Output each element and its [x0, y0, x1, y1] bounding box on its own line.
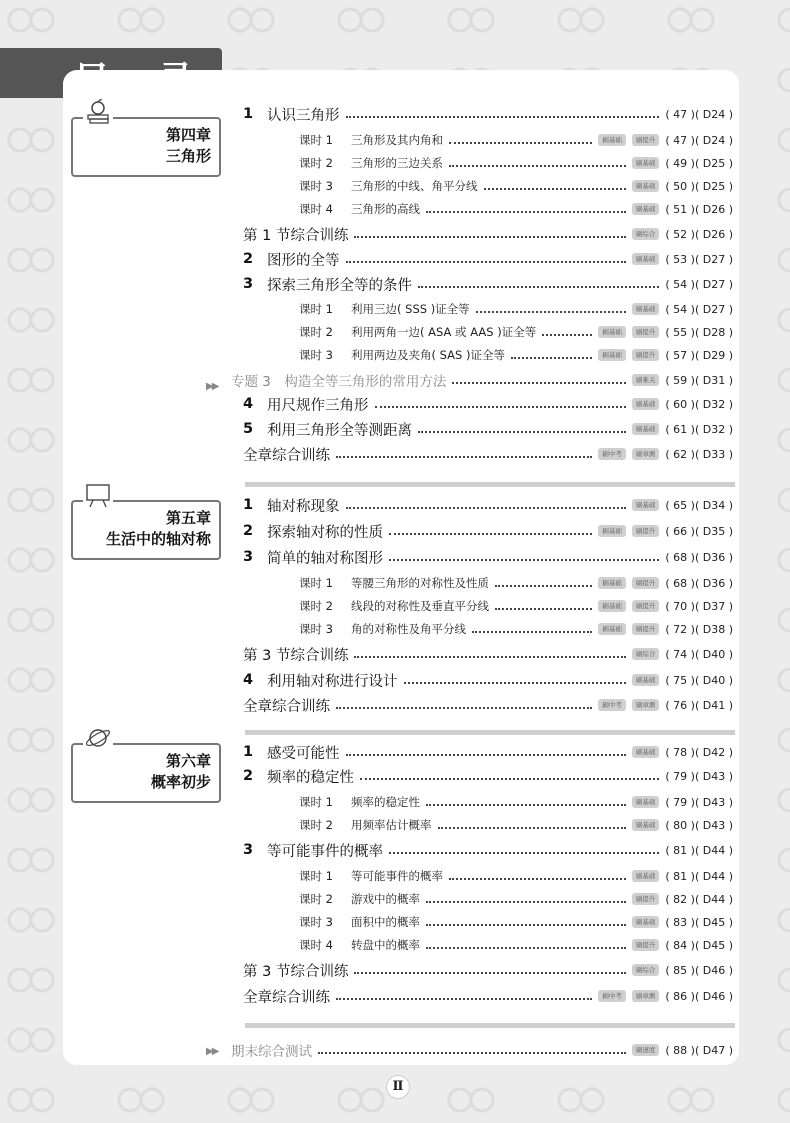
page-reference: ( 49 )( D25 ) [665, 156, 733, 170]
entry-number: 1 [243, 497, 254, 513]
leader-dots [449, 136, 592, 144]
lesson-number: 课时 3 [299, 179, 333, 193]
entry-number: 2 [243, 768, 254, 784]
page-reference: ( 82 )( D44 ) [665, 892, 733, 906]
entry-number: 1 [243, 106, 254, 122]
leader-dots [426, 798, 626, 806]
practice-tag: 刷提升 [632, 623, 660, 635]
tag-group [632, 939, 660, 951]
tag-group [632, 253, 660, 265]
leader-dots [389, 527, 592, 535]
practice-tag: 刷基础 [632, 180, 660, 192]
page-reference: ( 50 )( D25 ) [665, 179, 733, 193]
page-reference: ( 81 )( D44 ) [665, 869, 733, 883]
entry-title: 全章综合训练 [243, 447, 330, 464]
practice-tag: 刷速度 [632, 1044, 660, 1056]
entry-title: 探索轴对称的性质 [267, 524, 383, 541]
practice-tag: 刷基础 [632, 819, 660, 831]
practice-tag: 刷基础 [632, 398, 660, 410]
toc-entry[interactable] [243, 345, 733, 365]
leader-dots [418, 280, 659, 288]
tag-group [632, 870, 660, 882]
practice-tag: 刷基础 [632, 253, 660, 265]
practice-tag: 刷基础 [632, 746, 660, 758]
practice-tag: 刷基础 [598, 349, 626, 361]
practice-tag: 刷基础 [632, 423, 660, 435]
tag-group [632, 796, 660, 808]
page-number: Ⅱ [386, 1075, 410, 1099]
leader-dots [418, 425, 626, 433]
entry-title: 利用两角一边( ASA 或 AAS )证全等 [351, 325, 537, 339]
toc-entry[interactable] [243, 199, 733, 219]
chapter-title: 第六章 概率初步 [150, 752, 211, 791]
toc-entry[interactable] [243, 130, 733, 150]
tag-group [632, 1044, 660, 1056]
entry-title: 轴对称现象 [267, 498, 340, 515]
arrow-icon: ▶▶ [206, 381, 218, 392]
entry-title: 用频率估计概率 [351, 818, 432, 832]
tag-group [632, 374, 660, 386]
tag-group [632, 303, 660, 315]
lesson-number: 课时 2 [299, 599, 333, 613]
tag-group [598, 134, 659, 146]
leader-dots [449, 872, 626, 880]
tag-group [598, 600, 659, 612]
toc-entry[interactable] [243, 840, 733, 860]
practice-tag: 刷提升 [632, 893, 660, 905]
tag-group [632, 746, 660, 758]
lesson-number: 课时 4 [299, 202, 333, 216]
toc-entry[interactable] [243, 547, 733, 567]
page-reference: ( 72 )( D38 ) [665, 622, 733, 636]
lesson-number: 课时 1 [299, 576, 333, 590]
toc-entry[interactable] [243, 792, 733, 812]
page-reference: ( 54 )( D27 ) [665, 277, 733, 291]
leader-dots [511, 351, 592, 359]
entry-number: 4 [243, 396, 254, 412]
practice-tag: 刷提升 [632, 134, 660, 146]
leader-dots [426, 918, 626, 926]
practice-tag: 刷综合 [632, 964, 660, 976]
page-reference: ( 78 )( D42 ) [665, 745, 733, 759]
toc-entry[interactable] [243, 495, 733, 515]
page-reference: ( 70 )( D37 ) [665, 599, 733, 613]
entry-title: 探索三角形全等的条件 [267, 277, 412, 294]
apple-on-books-icon [83, 97, 113, 127]
lesson-number: 课时 1 [299, 795, 333, 809]
leader-dots [336, 450, 592, 458]
toc-entry[interactable] [243, 596, 733, 616]
entry-title: 三角形及其内角和 [351, 133, 443, 147]
leader-dots [389, 846, 659, 854]
practice-tag: 刷基础 [598, 600, 626, 612]
practice-tag: 刷中考 [598, 990, 626, 1002]
tag-group [632, 499, 660, 511]
page-reference: ( 66 )( D35 ) [665, 524, 733, 538]
toc-entry[interactable] [243, 960, 733, 980]
lesson-number: 课时 1 [299, 302, 333, 316]
leader-dots [346, 255, 626, 263]
page-reference: ( 85 )( D46 ) [665, 963, 733, 977]
practice-tag: 刷基础 [632, 870, 660, 882]
tag-group [598, 577, 659, 589]
lesson-number: 课时 2 [299, 325, 333, 339]
toc-entry[interactable] [243, 889, 733, 909]
tag-group [632, 674, 660, 686]
page-reference: ( 47 )( D24 ) [665, 107, 733, 121]
toc-entry[interactable] [243, 742, 733, 762]
practice-tag: 刷综合 [632, 228, 660, 240]
entry-title: 专题 3 构造全等三角形的常用方法 [231, 374, 447, 390]
entry-title: 图形的全等 [267, 252, 340, 269]
entry-title: 线段的对称性及垂直平分线 [351, 599, 489, 613]
toc-panel [63, 70, 739, 1065]
entry-title: 全章综合训练 [243, 989, 330, 1006]
entry-title: 三角形的高线 [351, 202, 420, 216]
entry-title: 感受可能性 [267, 745, 340, 762]
toc-entry[interactable] [231, 370, 733, 390]
chapter-title: 第五章 生活中的轴对称 [105, 509, 211, 548]
page-reference: ( 74 )( D40 ) [665, 647, 733, 661]
tag-group [632, 916, 660, 928]
entry-title: 三角形的中线、角平分线 [351, 179, 478, 193]
page-reference: ( 68 )( D36 ) [665, 550, 733, 564]
tag-group [632, 423, 660, 435]
entry-title: 认识三角形 [267, 107, 340, 124]
toc-entry[interactable] [243, 619, 733, 639]
leader-dots [476, 305, 626, 313]
leader-dots [346, 501, 626, 509]
entry-title: 游戏中的概率 [351, 892, 420, 906]
page-reference: ( 57 )( D29 ) [665, 348, 733, 362]
practice-tag: 刷章测 [632, 699, 660, 711]
tag-group [632, 203, 660, 215]
practice-tag: 刷基础 [632, 157, 660, 169]
page-reference: ( 79 )( D43 ) [665, 795, 733, 809]
entry-number: 3 [243, 276, 254, 292]
entry-title: 利用两边及夹角( SAS )证全等 [351, 348, 505, 362]
toc-entry[interactable] [243, 866, 733, 886]
entry-number: 1 [243, 744, 254, 760]
entry-title: 频率的稳定性 [351, 795, 420, 809]
page-reference: ( 83 )( D45 ) [665, 915, 733, 929]
toc-entry[interactable] [243, 695, 733, 715]
practice-tag: 刷难关 [632, 374, 660, 386]
tag-group [598, 990, 659, 1002]
page-reference: ( 79 )( D43 ) [665, 769, 733, 783]
leader-dots [336, 701, 592, 709]
entry-number: 2 [243, 251, 254, 267]
entry-title: 第 3 节综合训练 [243, 963, 349, 980]
page-reference: ( 84 )( D45 ) [665, 938, 733, 952]
toc-entry[interactable] [243, 176, 733, 196]
entry-title: 等腰三角形的对称性及性质 [351, 576, 489, 590]
leader-dots [542, 328, 592, 336]
practice-tag: 刷中考 [598, 448, 626, 460]
entry-number: 4 [243, 672, 254, 688]
leader-dots [360, 772, 659, 780]
entry-title: 期末综合测试 [231, 1044, 312, 1060]
entry-title: 利用轴对称进行设计 [267, 673, 398, 690]
chapter-title: 第四章 三角形 [165, 126, 211, 165]
page-reference: ( 60 )( D32 ) [665, 397, 733, 411]
toc-entry[interactable] [243, 394, 733, 414]
leader-dots [354, 230, 625, 238]
toc-entry[interactable] [243, 153, 733, 173]
practice-tag: 刷基础 [598, 134, 626, 146]
leader-dots [495, 579, 592, 587]
toc-entry[interactable] [243, 766, 733, 786]
tag-group [598, 699, 659, 711]
practice-tag: 刷提升 [632, 349, 660, 361]
entry-title: 等可能事件的概率 [351, 869, 443, 883]
leader-dots [449, 159, 626, 167]
page-reference: ( 88 )( D47 ) [665, 1043, 733, 1057]
toc-entry[interactable] [243, 299, 733, 319]
leader-dots [336, 992, 592, 1000]
chapter-separator [245, 1023, 735, 1028]
lesson-number: 课时 2 [299, 818, 333, 832]
leader-dots [389, 553, 659, 561]
practice-tag: 刷基础 [632, 796, 660, 808]
entry-title: 利用三边( SSS )证全等 [351, 302, 470, 316]
practice-tag: 刷章测 [632, 448, 660, 460]
entry-title: 利用三角形全等测距离 [267, 422, 412, 439]
planet-icon [83, 723, 113, 753]
page-reference: ( 86 )( D46 ) [665, 989, 733, 1003]
leader-dots [318, 1046, 626, 1054]
entry-title: 三角形的三边关系 [351, 156, 443, 170]
page-reference: ( 53 )( D27 ) [665, 252, 733, 266]
blackboard-icon [83, 480, 113, 510]
lesson-number: 课时 2 [299, 892, 333, 906]
entry-number: 2 [243, 523, 254, 539]
entry-title: 角的对称性及角平分线 [351, 622, 466, 636]
leader-dots [426, 895, 626, 903]
lesson-number: 课时 3 [299, 348, 333, 362]
practice-tag: 刷提升 [632, 525, 660, 537]
entry-title: 面积中的概率 [351, 915, 420, 929]
lesson-number: 课时 4 [299, 938, 333, 952]
toc-entry[interactable] [243, 322, 733, 342]
chapter-separator [245, 482, 735, 487]
lesson-number: 课时 2 [299, 156, 333, 170]
arrow-icon: ▶▶ [206, 1046, 218, 1057]
toc-entry[interactable] [243, 986, 733, 1006]
practice-tag: 刷基础 [598, 326, 626, 338]
practice-tag: 刷基础 [632, 674, 660, 686]
entry-title: 简单的轴对称图形 [267, 550, 383, 567]
practice-tag: 刷基础 [632, 499, 660, 511]
page-reference: ( 68 )( D36 ) [665, 576, 733, 590]
page-reference: ( 61 )( D32 ) [665, 422, 733, 436]
toc-entry[interactable] [243, 249, 733, 269]
toc-entry[interactable] [243, 419, 733, 439]
practice-tag: 刷基础 [598, 577, 626, 589]
chapter-box-4 [71, 117, 221, 177]
entry-title: 等可能事件的概率 [267, 843, 383, 860]
tag-group [598, 349, 659, 361]
leader-dots [375, 400, 626, 408]
toc-entry[interactable] [231, 1040, 733, 1060]
practice-tag: 刷提升 [632, 326, 660, 338]
page-reference: ( 54 )( D27 ) [665, 302, 733, 316]
tag-group [632, 180, 660, 192]
toc-entry[interactable] [243, 670, 733, 690]
page-reference: ( 55 )( D28 ) [665, 325, 733, 339]
leader-dots [354, 966, 625, 974]
practice-tag: 刷基础 [598, 525, 626, 537]
entry-title: 第 1 节综合训练 [243, 227, 349, 244]
practice-tag: 刷基础 [632, 916, 660, 928]
toc-entry[interactable] [243, 444, 733, 464]
practice-tag: 刷基础 [598, 623, 626, 635]
toc-entry[interactable] [243, 274, 733, 294]
entry-title: 转盘中的概率 [351, 938, 420, 952]
leader-dots [472, 625, 592, 633]
practice-tag: 刷中考 [598, 699, 626, 711]
tag-group [632, 398, 660, 410]
leader-dots [346, 748, 626, 756]
practice-tag: 刷基础 [632, 303, 660, 315]
toc-entry[interactable] [243, 573, 733, 593]
leader-dots [354, 650, 625, 658]
page-reference: ( 52 )( D26 ) [665, 227, 733, 241]
tag-group [598, 525, 659, 537]
entry-number: 5 [243, 421, 254, 437]
toc-entry[interactable] [243, 935, 733, 955]
page-reference: ( 81 )( D44 ) [665, 843, 733, 857]
leader-dots [452, 376, 625, 384]
entry-title: 用尺规作三角形 [267, 397, 369, 414]
lesson-number: 课时 1 [299, 133, 333, 147]
practice-tag: 刷提升 [632, 600, 660, 612]
toc-entry[interactable] [243, 104, 733, 124]
toc-entry[interactable] [243, 815, 733, 835]
page-reference: ( 62 )( D33 ) [665, 447, 733, 461]
tag-group [598, 326, 659, 338]
practice-tag: 刷章测 [632, 990, 660, 1002]
toc-entry[interactable] [243, 224, 733, 244]
chapter-separator [245, 730, 735, 735]
tag-group [632, 893, 660, 905]
lesson-number: 课时 3 [299, 915, 333, 929]
toc-entry[interactable] [243, 521, 733, 541]
page-reference: ( 80 )( D43 ) [665, 818, 733, 832]
entry-title: 频率的稳定性 [267, 769, 354, 786]
lesson-number: 课时 3 [299, 622, 333, 636]
page-reference: ( 59 )( D31 ) [665, 373, 733, 387]
page-reference: ( 65 )( D34 ) [665, 498, 733, 512]
tag-group [632, 157, 660, 169]
tag-group [632, 228, 660, 240]
page-reference: ( 76 )( D41 ) [665, 698, 733, 712]
leader-dots [426, 941, 626, 949]
page-reference: ( 51 )( D26 ) [665, 202, 733, 216]
practice-tag: 刷提升 [632, 939, 660, 951]
tag-group [632, 819, 660, 831]
tag-group [598, 448, 659, 460]
page-reference: ( 75 )( D40 ) [665, 673, 733, 687]
lesson-number: 课时 1 [299, 869, 333, 883]
toc-entry[interactable] [243, 912, 733, 932]
leader-dots [495, 602, 592, 610]
practice-tag: 刷基础 [632, 203, 660, 215]
tag-group [598, 623, 659, 635]
leader-dots [426, 205, 626, 213]
page-reference: ( 47 )( D24 ) [665, 133, 733, 147]
chapter-box-6 [71, 743, 221, 803]
entry-number: 3 [243, 549, 254, 565]
leader-dots [484, 182, 626, 190]
leader-dots [346, 110, 660, 118]
tag-group [632, 648, 660, 660]
tag-group [632, 964, 660, 976]
leader-dots [438, 821, 626, 829]
practice-tag: 刷提升 [632, 577, 660, 589]
practice-tag: 刷综合 [632, 648, 660, 660]
entry-title: 全章综合训练 [243, 698, 330, 715]
entry-title: 第 3 节综合训练 [243, 647, 349, 664]
leader-dots [404, 676, 626, 684]
chapter-box-5 [71, 500, 221, 560]
entry-number: 3 [243, 842, 254, 858]
toc-entry[interactable] [243, 644, 733, 664]
